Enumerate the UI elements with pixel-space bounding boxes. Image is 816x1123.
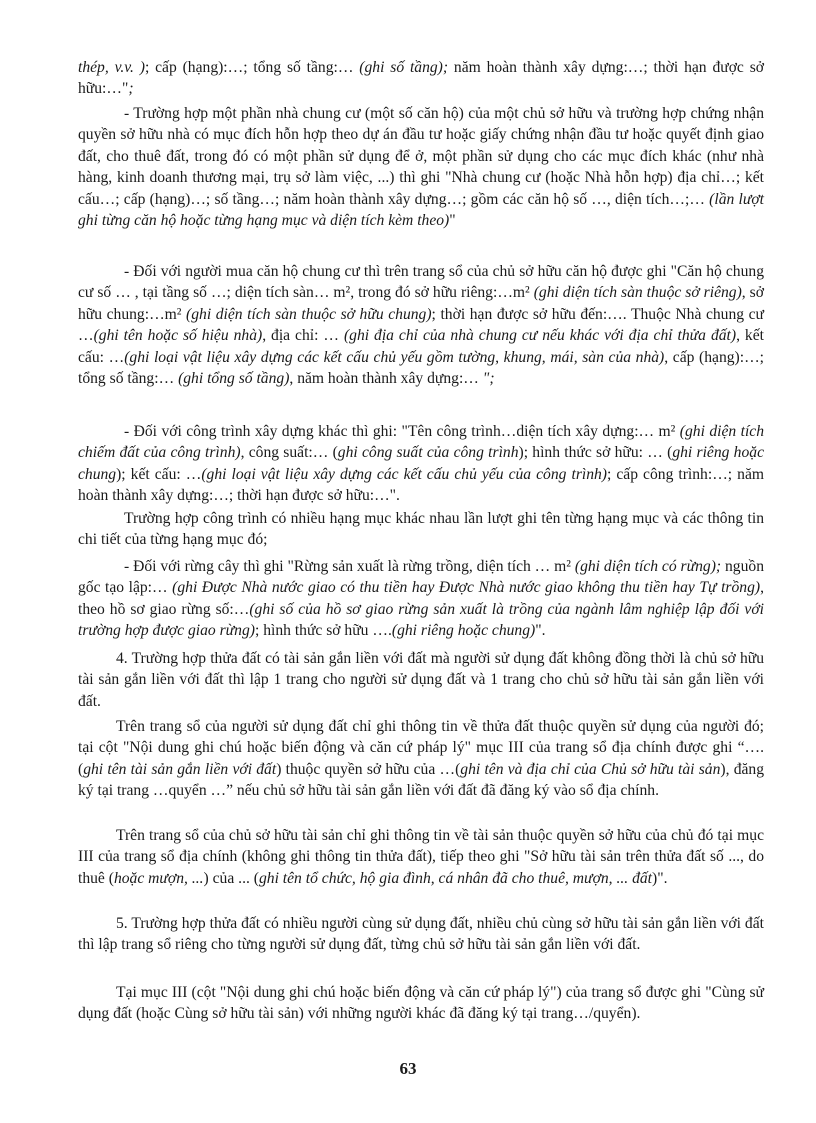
text-run: , năm hoàn thành xây dựng:… xyxy=(289,370,483,388)
text-run: năm hoàn thành xây dựng:…; thời hạn được sở hữu:…" xyxy=(78,59,765,98)
italic-text-run: (ghi diện tích sàn thuộc sở hữu chung) xyxy=(186,305,432,323)
text-run: " xyxy=(449,212,456,230)
paragraph-other-construction xyxy=(78,421,764,507)
text-run: 4. Trường hợp thửa đất có tài sản gắn liền với đất mà người sử dụng đất không đồng thời là chủ sở hữu tài sản gắn liền với đất thì lập 1 trang cho người sử dụng đất và 1 trang cho chủ sở hữu tài sản gắn liền với đất. xyxy=(78,650,764,710)
paragraph-multiple-items xyxy=(78,508,764,551)
paragraph-item-5 xyxy=(78,913,764,956)
text-run: ; thời hạn được sở hữu đến:…. Thuộc Nhà chung cư … xyxy=(78,305,765,345)
text-run: )". xyxy=(652,869,668,887)
italic-text-run: (ghi số của hồ sơ giao rừng sản xuất là trồng của ngành lâm nghiệp lập đối với trường hợp được giao rừng) xyxy=(78,600,764,640)
text-run: , công suất:… ( xyxy=(240,444,338,462)
text-run: ". xyxy=(535,622,546,640)
text-run: ) thuộc quyền sở hữu của …( xyxy=(276,760,461,778)
paragraph-mixed-use-building xyxy=(78,103,764,231)
text-run: , địa chỉ: … xyxy=(262,327,344,345)
italic-text-run: ghi tên tổ chức, hộ gia đình, cá nhân đã cho thuê, mượn, ... đất xyxy=(258,869,653,887)
italic-text-run: "; xyxy=(482,370,495,388)
paragraph-forest xyxy=(78,556,764,642)
text-run: Trên trang sổ của chủ sở hữu tài sản chỉ ghi thông tin về tài sản thuộc quyền sở hữu của chủ đó tại mục III của trang sổ địa chính (không ghi thông tin thửa đất), tiếp theo ghi "Sở hữu tài sản trên thửa đất số ..., do thuê ( xyxy=(78,827,764,887)
italic-text-run: (ghi Được Nhà nước giao có thu tiền hay Được Nhà nước giao không thu tiền hay Tự trồng) xyxy=(172,579,761,597)
italic-text-run: (ghi diện tích có rừng); xyxy=(574,558,722,575)
text-run: ); hình thức sở hữu: … ( xyxy=(518,444,673,462)
italic-text-run: ghi tên và địa chỉ của Chủ sở hữu tài sản xyxy=(460,760,721,778)
text-run: Tại mục III (cột "Nội dung ghi chú hoặc biến động và căn cứ pháp lý") của trang sổ được ghi "Cùng sử dụng đất (hoặc Cùng sở hữu tài sản) với những người khác đã đăng ký tại trang…/quyển). xyxy=(78,984,764,1023)
text-run: , sở hữu chung:…m² xyxy=(78,284,764,323)
paragraph-section-iii-note xyxy=(78,982,764,1025)
italic-text-run: (ghi tổng số tầng) xyxy=(178,370,290,388)
italic-text-run: ghi tên tài sản gắn liền với đất xyxy=(83,760,277,778)
italic-text-run: (lần lượt ghi từng căn hộ hoặc từng hạng mục và diện tích kèm theo) xyxy=(78,190,764,230)
paragraph-item-4 xyxy=(78,648,764,712)
text-run: - Đối với công trình xây dựng khác thì ghi: "Tên công trình…diện tích xây dựng:… m² xyxy=(124,423,680,440)
italic-text-run: (ghi riêng hoặc chung) xyxy=(391,622,536,640)
italic-text-run: ghi riêng hoặc chung xyxy=(78,444,764,483)
italic-text-run: (ghi địa chỉ của nhà chung cư nếu khác với địa chỉ thửa đất) xyxy=(343,327,737,345)
text-run: ) của ... ( xyxy=(203,869,259,887)
paragraph-apartment-buyer xyxy=(78,261,764,389)
italic-text-run: (ghi diện tích chiếm đất của công trình) xyxy=(78,423,765,462)
italic-text-run: (ghi số tầng); xyxy=(359,59,449,76)
text-run: ); kết cấu: … xyxy=(116,465,202,483)
italic-text-run: ghi công suất của công trình xyxy=(337,444,519,462)
italic-text-run: (ghi tên hoặc số hiệu nhà) xyxy=(93,327,263,345)
italic-text-run: ; xyxy=(128,80,134,98)
italic-text-run: thép, v.v. ) xyxy=(78,59,145,76)
text-run: - Trường hợp một phần nhà chung cư (một số căn hộ) của một chủ sở hữu và trường hợp chứng nhận quyền sở hữu nhà có mục đích hỗn hợp theo dự án đầu tư hoặc giấy chứng nhận đầu tư hoặc quyết định giao đất, cho thuê đất, trong đó có một phần sử dụng để ở, một phần sử dụng cho các mục đích khác (như nhà hàng, kinh doanh thương mại, trụ sở làm việc, ...) thì ghi "Nhà chung cư (hoặc Nhà hỗn hợp) địa chỉ…; kết cấu…; cấp (hạng)…; số tầng…; năm hoàn thành xây dựng…; gồm các căn hộ số …, diện tích…;… xyxy=(78,105,764,208)
text-run: Trên trang sổ của người sử dụng đất chỉ ghi thông tin về thửa đất thuộc quyền sử dụng của người đó; tại cột "Nội dung ghi chú hoặc biến động và căn cứ pháp lý" mục III của trang sổ địa chính được ghi “…. ( xyxy=(78,718,764,778)
text-run: ; hình thức sở hữu …. xyxy=(254,622,392,640)
text-run: , kết cấu: … xyxy=(78,327,764,366)
paragraph-continuation xyxy=(78,57,764,100)
text-run: , theo hồ sơ giao rừng số:… xyxy=(78,579,764,618)
italic-text-run: hoặc mượn, ... xyxy=(113,869,204,887)
text-run: ; cấp (hạng):…; tổng số tầng:… xyxy=(144,59,360,76)
text-run: - Đối với rừng cây thì ghi "Rừng sản xuất là rừng trồng, diện tích … m² xyxy=(124,558,575,575)
italic-text-run: (ghi diện tích sàn thuộc sở riêng) xyxy=(533,284,742,302)
paragraph-asset-owner-page xyxy=(78,825,764,889)
text-run: ; cấp công trình:…; năm hoàn thành xây dựng:…; thời hạn được sở hữu:…". xyxy=(78,465,765,505)
text-run: ), đăng ký tại trang …quyển …” nếu chủ sở hữu tài sản gắn liền với đất đã đăng ký vào sổ địa chính. xyxy=(78,760,765,800)
text-run: , cấp (hạng):…; tổng số tầng:… xyxy=(78,348,764,388)
paragraph-land-user-page xyxy=(78,716,764,802)
text-run: nguồn gốc tạo lập:… xyxy=(78,558,764,597)
text-run: - Đối với người mua căn hộ chung cư thì trên trang sổ của chủ sở hữu căn hộ được ghi "Căn hộ chung cư số … , tại tầng số …; diện tích sàn… m², trong đó sở hữu riêng:…m² xyxy=(78,263,764,302)
text-run: Trường hợp công trình có nhiều hạng mục khác nhau lần lượt ghi tên từng hạng mục và các thông tin chi tiết của từng hạng mục đó; xyxy=(78,510,764,549)
page-number: 63 xyxy=(399,1059,417,1078)
text-run: 5. Trường hợp thửa đất có nhiều người cùng sử dụng đất, nhiều chủ cùng sở hữu tài sản gắn liền với đất thì lập trang sổ riêng cho từng người sử dụng đất, từng chủ sở hữu tài sản gắn liền với đất. xyxy=(78,915,764,954)
italic-text-run: (ghi loại vật liệu xây dựng các kết cấu chủ yếu của công trình) xyxy=(201,465,608,483)
italic-text-run: (ghi loại vật liệu xây dựng các kết cấu chủ yếu gồm tường, khung, mái, sàn của nhà) xyxy=(124,348,665,366)
